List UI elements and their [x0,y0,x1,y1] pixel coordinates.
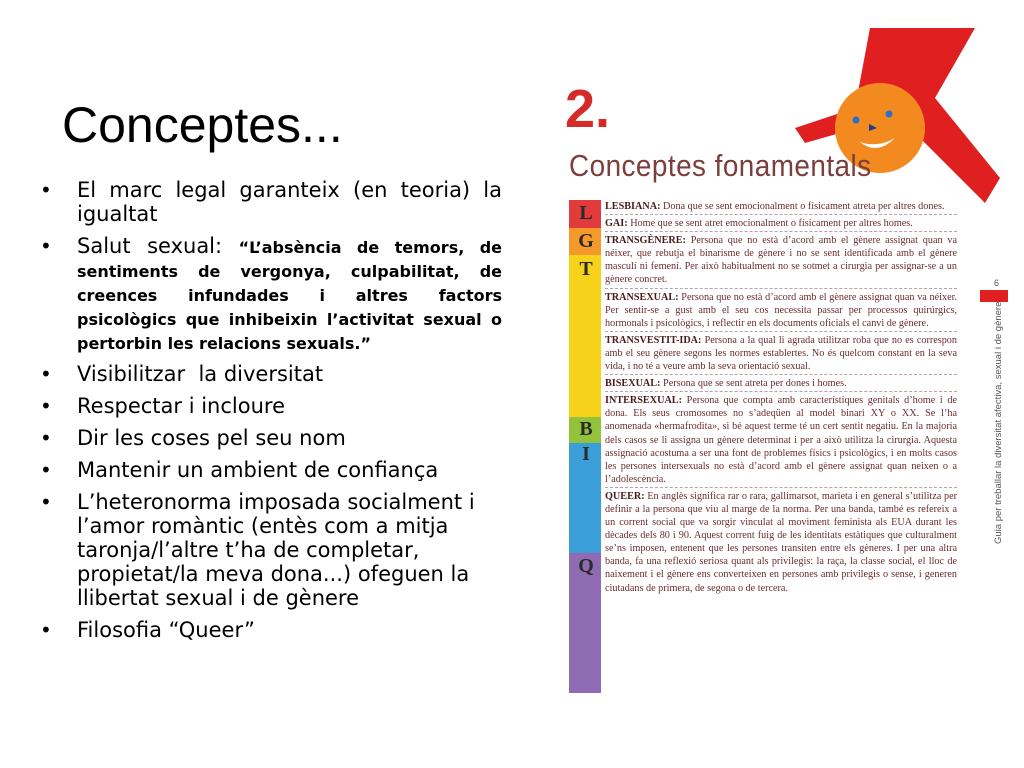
definition-lesbiana [605,200,957,213]
figure-eye-left [853,117,860,124]
bullet-text: Dir les coses pel seu nom [77,426,346,450]
definition-term: GAI: [605,218,628,230]
strip-letter-q: Q [578,555,594,577]
bullet-lead: Salut sexual: [77,234,239,258]
divider [605,331,957,332]
definition-term: BISEXUAL: [605,378,661,390]
divider [605,231,957,232]
strip-letter-b: B [579,418,593,440]
bullet-text: Respectar i incloure [77,394,286,418]
bullet-text: Visibilitzar la diversitat [77,362,324,386]
definition-intersexual [605,394,957,486]
page-number: 6 [994,278,1000,288]
definition-transvestit [605,334,957,373]
bullet-text: Mantenir un ambient de confiança [77,458,439,482]
definition-text: Persona que no està d’acord amb el gènere assignat quan va néixer, que rebutja el binarisme de gènere i no se sent identificada amb el gènere masculí ni femení. Per això habitualment no se sotmet a cirurgia per assignar-se a un gènere concret. [605,235,957,286]
definition-text: Persona que compta amb característiques genitals d’home i de dona. Els seus cromosomes no s’adeqüen al model binari XY o XX. Se l’ha anomenada «hermafrodita», si bé aquest terme té un cert sentit negatiu. En la majoria dels casos se li assigna un gènere determinat i per a això utilitza la cirurgia. Aquesta assignació acostuma a ser una font de problemes físics i psicològics, i en molts casos les persones intersexuals no està d’acord amb el gènere assignat quan neixen o a l’adolescència. [605,395,957,485]
bullet-item [40,394,502,418]
definition-term: TRANSEXUAL: [605,291,679,303]
definition-transgenere [605,234,957,286]
guide-title-vertical: Guia per treballar la diversitat afectiva, sexual i de gènere [993,301,1004,544]
bullet-text: L’heteronorma imposada socialment i l’amor romàntic (entès com a mitja taronja/l’altre t’ha de completar, propietat/la meva dona...) ofeguen la llibertat sexual i de gènere [77,490,475,610]
definition-text: En anglès significa rar o rara, gallimarsot, marieta i en general s’utilitza per definir a la persona que viu al marge de la norma. Per una banda, també es refereix a un corrent social que va sorgir vinculat al moviment feminista als EUA durant les dècades dels 80 i 90. Aquest corrent fuig de les identitats estàtiques que culturalment se’ns imposen, entenent que les persones transiten entre els gèneres. I per una altra banda, fa una reflexió seriosa quant als privilegis: la raça, la classe social, el lloc de naixement i el gènere ens converteixen en persones amb privilegis o sense, i generen ciutadans de primera, de segona o de tercera. [605,490,957,594]
bullet-item [40,362,502,386]
bullet-item [40,234,502,354]
definition-text: Dona que se sent emocionalment o físicament atreta per altres dones. [660,201,945,212]
definitions-list [605,200,957,596]
bullet-item [40,178,502,226]
bullet-item [40,490,502,610]
definition-term: QUEER: [605,490,645,502]
bullet-text: Filosofia “Queer” [77,618,255,642]
strip-letter-g: G [578,230,594,252]
definition-text: Home que se sent atret emocionalment o físicament per altres homes. [627,218,913,230]
divider [605,487,957,488]
bullet-item [40,458,502,482]
definition-gai [605,217,957,230]
divider [605,288,957,289]
definition-text: Persona que se sent atreta per dones i homes. [660,378,847,390]
bullet-text: El marc legal garanteix (en teoria) la igualtat [77,178,502,226]
definition-bisexual [605,377,957,390]
bullet-item [40,618,502,642]
definition-term: INTERSEXUAL: [605,395,682,407]
chapter-number: 2. [565,79,611,139]
definition-term: LESBIANA: [605,201,661,212]
definition-text: Persona a la qual li agrada utilitzar roba que no es correspon amb el seu gènere segons les normes establertes. No és quelcom constant en la seva vida, i no té a veure amb la seva orientació sexual. [605,334,957,373]
divider [605,374,957,375]
strip-letter-i: I [582,443,590,465]
health-definition-quote: “L’absència de temors, de sentiments de vergonya, culpabilitat, de creences infundades i altres factors psicològics que inhibeixin l’activitat sexual o pertorbin les relacions sexuals.” [77,238,503,353]
strip-letter-l: L [579,202,593,224]
book-page-image [555,28,1010,708]
definition-term: TRANSVESTIT-IDA: [605,334,702,346]
strip-letter-t: T [579,258,593,280]
definition-text: Persona que no està d’acord amb el gènere assignat quan va néixer. Per sentir-se a gust amb el seu cos necessita passar per processos quirúrgics, hormonals i psicològics, i reflectir en els documents oficials el canvi de gènere. [605,291,957,329]
divider [605,214,957,215]
slide-title: Conceptes... [62,96,343,153]
bullet-item [40,426,502,450]
definition-transexual [605,291,957,330]
divider [605,391,957,392]
definition-term: TRANSGÈNERE: [605,235,686,247]
chapter-heading: Conceptes fonamentals [569,148,872,183]
red-side-marker [980,290,1008,302]
bullet-list [40,178,502,650]
figure-eye-right [886,111,893,118]
definition-queer [605,490,957,595]
